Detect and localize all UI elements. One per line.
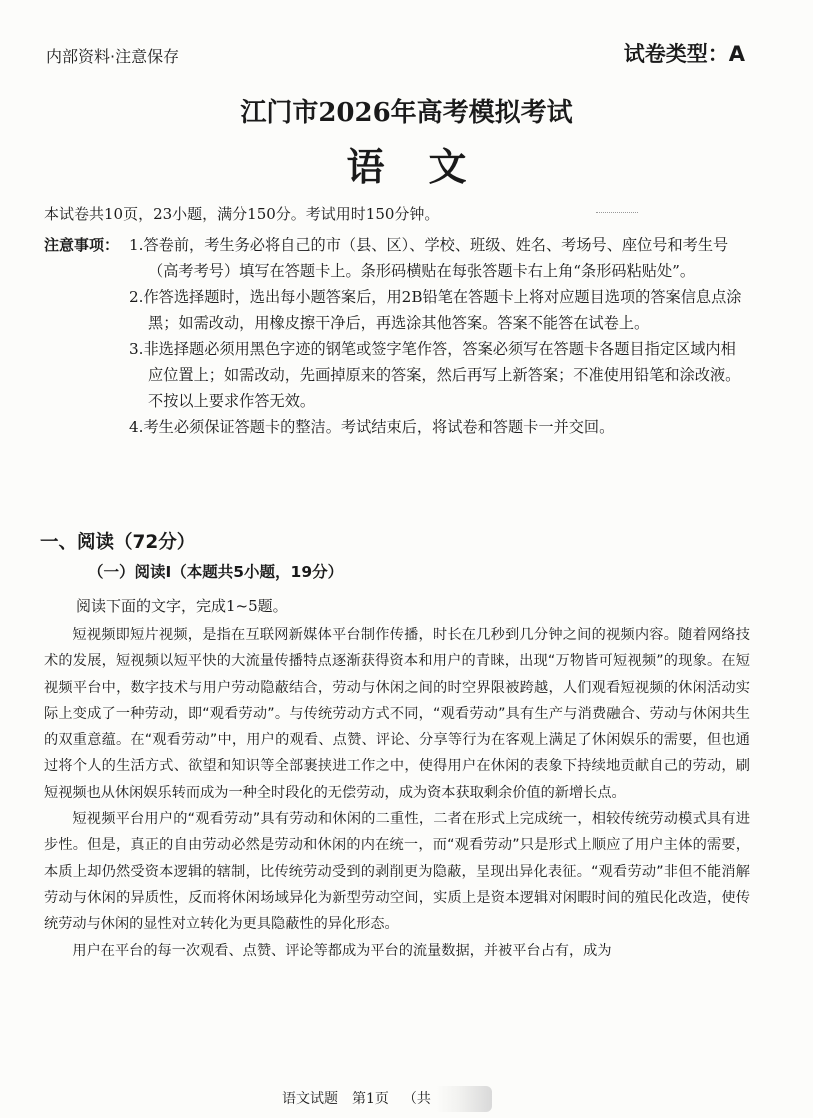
notes-list <box>129 232 749 440</box>
confidential-notice: 内部资料·注意保存 <box>46 47 180 66</box>
paper-type-label: 试卷类型：A <box>623 42 745 66</box>
note-item: 1.答卷前，考生务必将自己的市（县、区）、学校、班级、姓名、考场号、座位号和考生号（高考考号）填写在答题卡上。条形码横贴在每张答题卡右上角“条形码粘贴处”。 <box>129 236 729 280</box>
passage-paragraph: 用户在平台的每一次观看、点赞、评论等都成为平台的流量数据，并被平台占有，成为 <box>72 942 612 959</box>
subject-title: 语文 <box>346 144 511 189</box>
page-footer <box>282 1088 445 1108</box>
page-cut-edge <box>436 1086 492 1112</box>
reading-passage <box>44 622 750 964</box>
section-heading: 一、阅读（72分） <box>40 532 196 553</box>
note-item: 4.考生必须保证答题卡的整洁。考试结束后，将试卷和答题卡一并交回。 <box>129 418 615 436</box>
note-item: 2.作答选择题时，选出每小题答案后，用2B铅笔在答题卡上将对应题目选项的答案信息点涂黑；如需改动，用橡皮擦干净后，再选涂其他答案。答案不能答在试卷上。 <box>129 288 742 332</box>
passage-paragraph: 短视频即短片视频，是指在互联网新媒体平台制作传播，时长在几秒到几分钟之间的视频内容。随着网络技术的发展，短视频以短平快的大流量传播特点逐渐获得资本和用户的青睐，出现“万物皆可短视频”的现象。在短视频平台中，数字技术与用户劳动隐蔽结合，劳动与休闲之间的时空界限被跨越，人们观看短视频的休闲活动实际上变成了一种劳动，即“观看劳动”。与传统劳动方式不同，“观看劳动”具有生产与消费融合、劳动与休闲共生的双重意蕴。在“观看劳动”中，用户的观看、点赞、评论、分享等行为在客观上满足了休闲娱乐的需要，但也通过将个人的生活方式、欲望和知识等全部裹挟进工作之中，使得用户在休闲的表象下持续地贡献自己的劳动，刷短视频也从休闲娱乐转而成为一种全时段化的无偿劳动，成为资本获取剩余价值的新增长点。 <box>44 627 750 801</box>
note-item: 3.非选择题必须用黑色字迹的钢笔或签字笔作答，答案必须写在答题卡各题目指定区域内相应位置上；如需改动，先画掉原来的答案，然后再写上新答案；不准使用铅笔和涂改液。不按以上要求作答无效。 <box>129 340 741 410</box>
footer-total: （共 <box>402 1091 431 1107</box>
exam-intro: 本试卷共10页，23小题，满分150分。考试用时150分钟。 <box>44 205 440 223</box>
notes-label: 注意事项： <box>44 236 120 254</box>
reading-instruction: 阅读下面的文字，完成1~5题。 <box>76 597 288 615</box>
subsection-heading: （一）阅读Ⅰ（本题共5小题，19分） <box>88 563 344 581</box>
scan-artifact <box>596 212 638 215</box>
passage-paragraph: 短视频平台用户的“观看劳动”具有劳动和休闲的二重性，二者在形式上完成统一，相较传统劳动模式具有进步性。但是，真正的自由劳动必然是劳动和休闲的内在统一，而“观看劳动”只是形式上顺应了用户主体的需要，本质上却仍然受资本逻辑的辖制，比传统劳动受到的剥削更为隐蔽，呈现出异化表征。“观看劳动”非但不能消解劳动与休闲的异质性，反而将休闲场域异化为新型劳动空间，实质上是资本逻辑对闲暇时间的殖民化改造，使传统劳动与休闲的显性对立转化为更具隐蔽性的异化形态。 <box>44 811 750 933</box>
exam-title: 江门市2026年高考模拟考试 <box>240 98 573 128</box>
footer-page-number: 第1页 <box>352 1091 389 1107</box>
footer-subject: 语文试题 <box>282 1091 338 1107</box>
